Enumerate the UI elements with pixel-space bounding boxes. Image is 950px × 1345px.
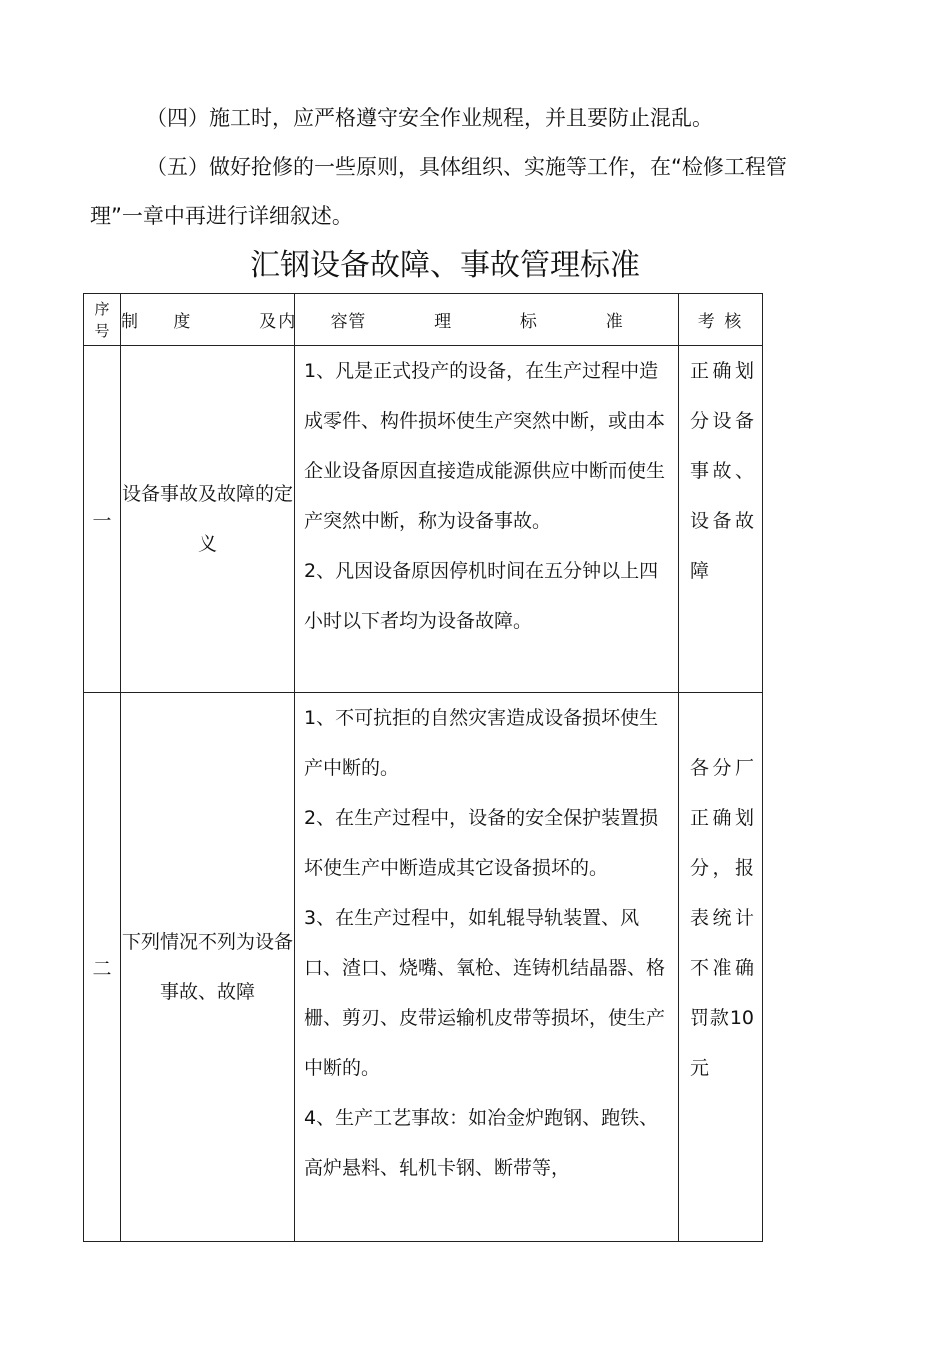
header-assessment-label: 考 核 <box>697 312 744 332</box>
paragraph-5-text: （五）做好抢修的一些原则，具体组织、实施等工作，在“检修工程管理”一章中再进行详细叙述。 <box>90 155 787 228</box>
standard-item: 4、生产工艺事故：如冶金炉跑钢、跑铁、高炉悬料、轧机卡钢、断带等， <box>304 1107 659 1179</box>
row-seq: 一 <box>84 346 121 693</box>
row-seq: 二 <box>84 693 121 1242</box>
row-assessment: 各分厂正确划分，报表统计不准确罚款10元 <box>679 693 763 1242</box>
paragraph-4-text: （四）施工时，应严格遵守安全作业规程，并且要防止混乱。 <box>146 106 713 130</box>
row-system: 设备事故及故障的定义 <box>121 346 295 693</box>
paragraph-4 <box>90 94 810 143</box>
table-row <box>84 346 763 693</box>
table-header-row <box>84 294 763 346</box>
document-title: 汇钢设备故障、事故管理标准 <box>250 248 640 283</box>
standard-item: 2、在生产过程中，设备的安全保护装置损坏使生产中断造成其它设备损坏的。 <box>304 807 659 879</box>
header-standard <box>295 294 679 346</box>
header-seq-line1: 序 <box>94 299 110 318</box>
paragraph-5 <box>90 143 810 241</box>
row-system: 下列情况不列为设备事故、故障 <box>121 693 295 1242</box>
row-standard <box>295 346 679 693</box>
standard-item: 1、不可抗拒的自然灾害造成设备损坏使生产中断的。 <box>304 707 659 779</box>
standard-item: 1、凡是正式投产的设备，在生产过程中造成零件、构件损坏使生产突然中断，或由本企业设备原因直接造成能源供应中断而使生产突然中断，称为设备事故。 <box>304 360 666 532</box>
header-system-label: 制 度 及内 容 <box>121 312 350 332</box>
row-assessment: 正确划分设备事故、设备故障 <box>679 346 763 693</box>
header-assessment <box>679 294 763 346</box>
standard-item: 3、在生产过程中，如轧辊导轨装置、风口、渣口、烧嘴、氧枪、连铸机结晶器、格栅、剪刃、皮带运输机皮带等损坏，使生产中断的。 <box>304 907 666 1079</box>
standard-item: 2、凡因设备原因停机时间在五分钟以上四小时以下者均为设备故障。 <box>304 560 659 632</box>
header-seq <box>84 294 121 346</box>
header-system <box>121 294 350 346</box>
header-standard-label: 管 理 标 准 <box>348 312 625 332</box>
standards-table <box>83 293 763 1242</box>
table-row <box>84 693 763 1242</box>
row-standard <box>295 693 679 1242</box>
header-seq-line2: 号 <box>94 321 110 340</box>
